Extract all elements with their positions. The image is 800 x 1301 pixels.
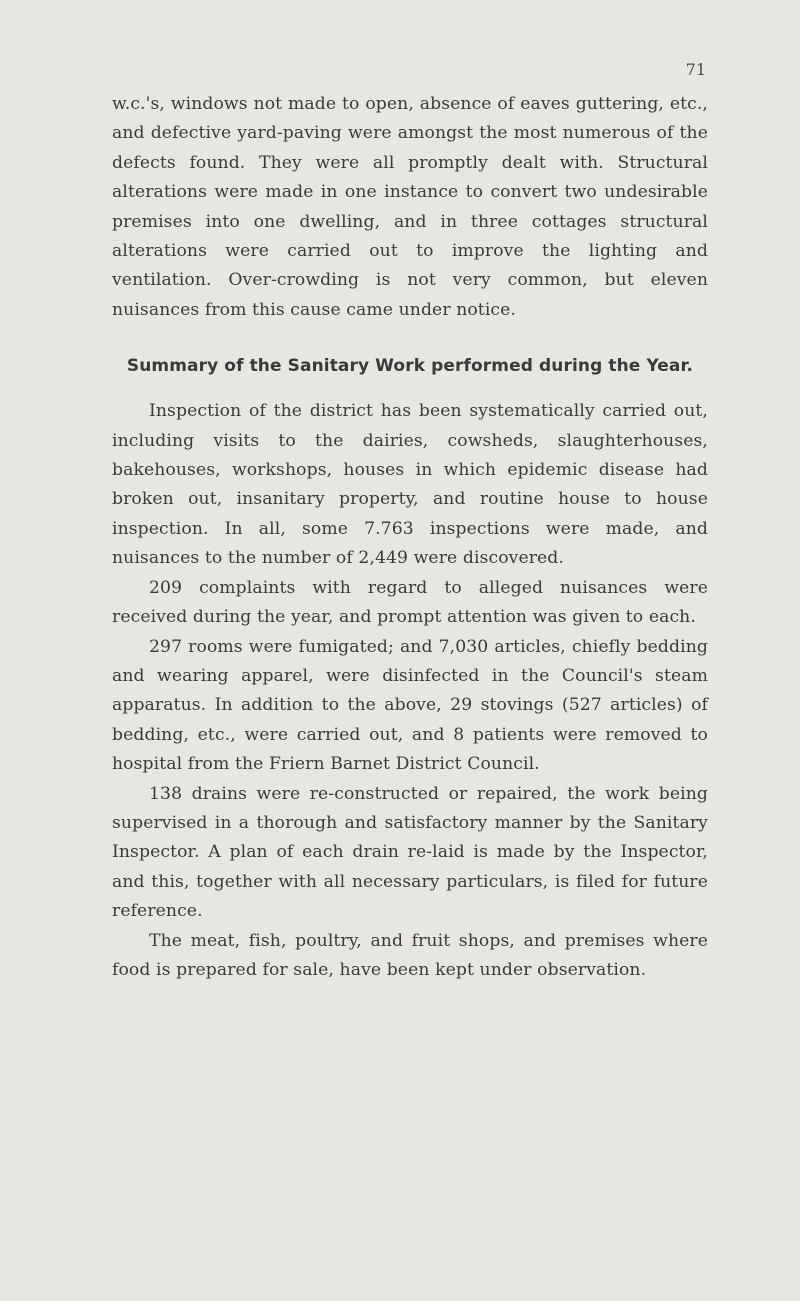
paragraph-fumigation: 297 rooms were fumigated; and 7,030 articles, chiefly bedding and wearing apparel, were disinfected in the Council's steam apparatus. In addition to the above, 29 stovings (527 articles) of bedding, etc., were carried out, and 8 patients were removed to hospital from the Friern Barnet District Council. xyxy=(112,636,708,775)
paragraph-inspections: Inspection of the district has been systematically carried out, including visits to the dairies, cowsheds, slaughterhouses, bakehouses, workshops, houses in which epidemic disease had broken out, insanitary property, and routine house to house inspection. In all, some 7.763 inspections were made, and nuisances to the number of 2,449 were discovered. xyxy=(112,401,708,569)
body-text xyxy=(112,90,708,985)
paragraph-food-premises: The meat, fish, poultry, and fruit shops, and premises where food is prepared for sale, have been kept under observation. xyxy=(112,930,708,980)
paragraph-complaints: 209 complaints with regard to alleged nuisances were received during the year, and prompt attention was given to each. xyxy=(112,577,708,628)
paragraph-continuation: w.c.'s, windows not made to open, absence of eaves guttering, etc., and defective yard-paving were amongst the most numerous of the defects found. They were all promptly dealt with. Structural alterations were made in one instance to convert two undesirable premises into one dwelling, and in three cottages structural alterations were carried out to improve the lighting and ventilation. Over-crowding is not very common, but eleven nuisances from this cause came under notice. xyxy=(112,94,708,320)
paragraph-drains: 138 drains were re-constructed or repaired, the work being supervised in a thorough and satisfactory manner by the Sanitary Inspector. A plan of each drain re-laid is made by the Inspector, and this, together with all necessary particulars, is filed for future reference. xyxy=(112,783,708,922)
section-heading: Summary of the Sanitary Work performed during the Year. xyxy=(126,356,694,377)
page-number: 71 xyxy=(685,60,706,79)
